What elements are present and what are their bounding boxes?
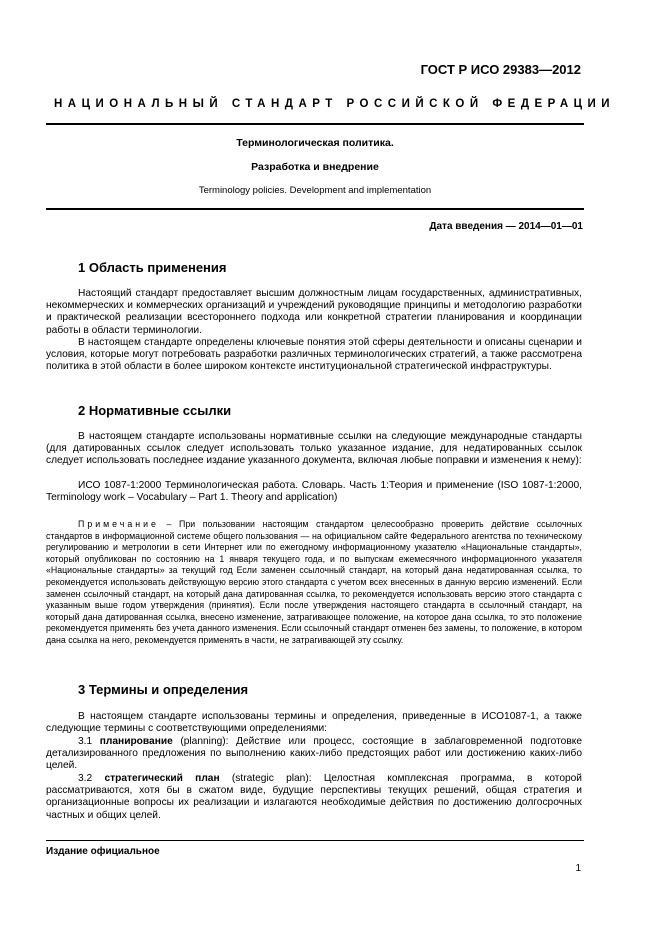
header-rule: [46, 123, 584, 125]
title-rule: [46, 208, 584, 210]
section-2-heading: 2 Нормативные ссылки: [78, 403, 232, 418]
term-3-2: [46, 773, 582, 822]
document-code: ГОСТ Р ИСО 29383—2012: [420, 62, 581, 77]
term-3-2-definition: (strategic plan): Целостная комплексная программа, в которой рассматриваются, хотя бы в сжатом виде, будущие перспективы текущих решений, общая стратегия и организационные вопросы их реализации и излагаются необходимые действия по достижению долгосрочных частных и общих целей.: [46, 773, 583, 821]
section-2-note: [46, 519, 582, 647]
note-text: – При пользовании настоящим стандартом целесообразно проверить действие ссылочных стандартов в информационной системе общего пользования — на официальном сайте Федерального агентства по техническому регулированию и метрологии в сети Интернет или по ежегодному информационному указателю «Национальные стандарты», который опубликован по состоянию на 1 января текущего года, и по выпускам ежемесячного информационного указателя «Национальные стандарты» за текущий год Если заменен ссылочный стандарт, на который дана недатированная ссылка, то рекомендуется использовать действующую версию этого стандарта с учетом всех внесенных в данную версию изменений. Если заменен ссылочный стандарт, на который дана датированная ссылка, то рекомендуется использовать версию этого стандарта с указанным выше годом утверждения (принятия). Если после утверждения настоящего стандарта в ссылочный стандарт, на который дана датированная ссылка, внесено изменение, затрагивающее положение, на которое дана ссылка, то это положение рекомендуется применять без учета данного изменения. Если ссылочный стандарт отменен без замены, то положение, в котором дана ссылка на него, рекомендуется применять в части, не затрагивающей эту ссылку.: [46, 519, 582, 645]
title-ru-line1: Терминологическая политика.: [236, 137, 394, 149]
section-2-paragraph-1: В настоящем стандарте использованы нормативные ссылки на следующие международные стандарты (для датированных ссылок следует использовать только указанное издание, для недатированных ссылок следует использовать последнее издание указанного документа, включая любые поправки и изменения к нему):: [46, 431, 582, 467]
term-3-2-number: 3.2: [78, 773, 105, 784]
section-1-heading: 1 Область применения: [78, 260, 227, 275]
title-en: Terminology policies. Development and implementation: [198, 185, 432, 196]
section-1-paragraph-2: В настоящем стандарте определены ключевые понятия этой сферы деятельности и описаны сценарии и условия, которые могут потребовать разработки различных терминологических стратегий, а также рассмотрена политика в этой области в более широком контексте институциональной стратегической инфраструктуры.: [46, 337, 582, 373]
term-3-1-number: 3.1: [78, 736, 100, 747]
term-3-1-definition: (planning): Действие или процесс, состоящие в заблаговременной подготовке детализированного предложения по выполнению каких-либо предстоящих работ или достижению каких-либо целей.: [46, 736, 582, 772]
national-standard-banner: НАЦИОНАЛЬНЫЙ СТАНДАРТ РОССИЙСКОЙ ФЕДЕРАЦИИ: [54, 98, 616, 110]
term-3-1: [46, 736, 582, 773]
section-3-paragraph-1: В настоящем стандарте использованы термины и определения, приведенные в ИСО1087-1, а также следующие термины с соответствующими определениями:: [46, 711, 582, 735]
title-ru-line2: Разработка и внедрение: [251, 161, 379, 173]
section-2-reference: ИСО 1087-1:2000 Терминологическая работа. Словарь. Часть 1:Теория и применение (ISO 1087-1:2000, Terminology work – Vocabulary – Part 1. Theory and application): [46, 480, 582, 504]
page-number: 1: [575, 863, 581, 874]
footer-rule: [46, 840, 584, 841]
note-label: Примечание: [78, 519, 159, 529]
section-3-heading: 3 Термины и определения: [78, 682, 249, 697]
introduction-date: Дата введения — 2014—01—01: [429, 221, 583, 232]
term-3-2-term: стратегический план: [104, 773, 220, 784]
section-1-paragraph-1: Настоящий стандарт предоставляет высшим должностным лицам государственных, административных, некоммерческих и коммерческих организаций и учреждений руководящие принципы и методологию разработки и практической реализации всестороннего подхода или конкретной стратегии планирования и координации работы в области терминологии.: [46, 288, 582, 336]
official-edition-label: Издание официальное: [46, 846, 160, 857]
term-3-1-term: планирование: [99, 736, 173, 747]
